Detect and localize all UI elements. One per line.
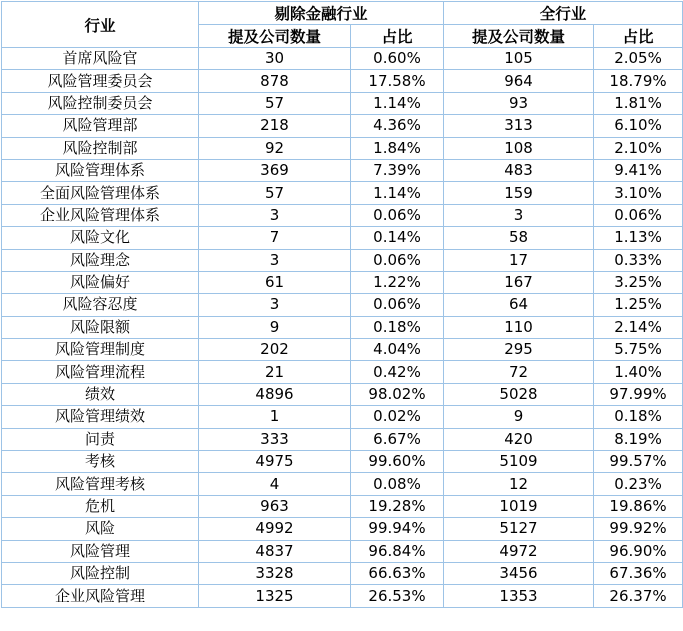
row-ex-count-cell: 1325 bbox=[199, 585, 351, 607]
table-row bbox=[2, 585, 683, 607]
row-ex-count-cell: 3 bbox=[199, 249, 351, 271]
row-all-share-cell: 0.33% bbox=[594, 249, 683, 271]
row-name-cell: 风险控制部 bbox=[2, 137, 199, 159]
row-all-share-cell: 67.36% bbox=[594, 562, 683, 584]
row-ex-share-cell: 66.63% bbox=[351, 562, 444, 584]
table-row bbox=[2, 406, 683, 428]
row-all-share-cell: 5.75% bbox=[594, 339, 683, 361]
row-ex-count-cell: 7 bbox=[199, 227, 351, 249]
table-row bbox=[2, 518, 683, 540]
row-all-count-cell: 159 bbox=[444, 182, 594, 204]
row-all-count-cell: 313 bbox=[444, 115, 594, 137]
row-all-count-cell: 17 bbox=[444, 249, 594, 271]
row-name-cell: 风险管理委员会 bbox=[2, 70, 199, 92]
row-ex-count-cell: 4837 bbox=[199, 540, 351, 562]
row-all-count-cell: 1353 bbox=[444, 585, 594, 607]
row-ex-count-cell: 4 bbox=[199, 473, 351, 495]
row-ex-count-cell: 3328 bbox=[199, 562, 351, 584]
row-all-share-cell: 99.57% bbox=[594, 451, 683, 473]
row-all-share-cell: 18.79% bbox=[594, 70, 683, 92]
row-all-share-cell: 0.23% bbox=[594, 473, 683, 495]
header-ex-count: 提及公司数量 bbox=[199, 25, 351, 48]
table-row bbox=[2, 204, 683, 226]
row-ex-share-cell: 96.84% bbox=[351, 540, 444, 562]
table-row bbox=[2, 137, 683, 159]
row-ex-count-cell: 3 bbox=[199, 294, 351, 316]
risk-management-table bbox=[1, 1, 683, 608]
row-name-cell: 企业风险管理体系 bbox=[2, 204, 199, 226]
row-all-share-cell: 2.14% bbox=[594, 316, 683, 338]
row-name-cell: 风险文化 bbox=[2, 227, 199, 249]
row-all-count-cell: 420 bbox=[444, 428, 594, 450]
header-ex-share: 占比 bbox=[351, 25, 444, 48]
row-name-cell: 危机 bbox=[2, 495, 199, 517]
row-all-share-cell: 26.37% bbox=[594, 585, 683, 607]
table-row bbox=[2, 159, 683, 181]
row-all-count-cell: 9 bbox=[444, 406, 594, 428]
row-ex-count-cell: 202 bbox=[199, 339, 351, 361]
table-row bbox=[2, 271, 683, 293]
row-ex-count-cell: 3 bbox=[199, 204, 351, 226]
row-ex-count-cell: 963 bbox=[199, 495, 351, 517]
table-row bbox=[2, 115, 683, 137]
row-name-cell: 风险管理 bbox=[2, 540, 199, 562]
row-ex-share-cell: 99.60% bbox=[351, 451, 444, 473]
row-all-count-cell: 167 bbox=[444, 271, 594, 293]
row-name-cell: 风险容忍度 bbox=[2, 294, 199, 316]
row-name-cell: 风险管理绩效 bbox=[2, 406, 199, 428]
row-name-cell: 风险控制 bbox=[2, 562, 199, 584]
row-name-cell: 风险理念 bbox=[2, 249, 199, 271]
row-name-cell: 风险管理流程 bbox=[2, 361, 199, 383]
row-all-count-cell: 1019 bbox=[444, 495, 594, 517]
row-ex-share-cell: 0.18% bbox=[351, 316, 444, 338]
row-all-count-cell: 4972 bbox=[444, 540, 594, 562]
row-name-cell: 风险管理考核 bbox=[2, 473, 199, 495]
header-group-ex-financial: 剔除金融行业 bbox=[199, 2, 444, 25]
table-row bbox=[2, 495, 683, 517]
row-ex-share-cell: 0.14% bbox=[351, 227, 444, 249]
row-name-cell: 全面风险管理体系 bbox=[2, 182, 199, 204]
table-row bbox=[2, 383, 683, 405]
row-all-share-cell: 8.19% bbox=[594, 428, 683, 450]
row-ex-share-cell: 26.53% bbox=[351, 585, 444, 607]
row-ex-count-cell: 9 bbox=[199, 316, 351, 338]
row-ex-share-cell: 98.02% bbox=[351, 383, 444, 405]
table-row bbox=[2, 227, 683, 249]
row-ex-count-cell: 61 bbox=[199, 271, 351, 293]
row-all-count-cell: 3 bbox=[444, 204, 594, 226]
row-ex-count-cell: 92 bbox=[199, 137, 351, 159]
row-name-cell: 问责 bbox=[2, 428, 199, 450]
row-ex-share-cell: 0.06% bbox=[351, 204, 444, 226]
row-ex-share-cell: 0.06% bbox=[351, 294, 444, 316]
header-industry: 行业 bbox=[2, 2, 199, 48]
row-ex-count-cell: 218 bbox=[199, 115, 351, 137]
row-all-share-cell: 1.40% bbox=[594, 361, 683, 383]
row-ex-share-cell: 0.08% bbox=[351, 473, 444, 495]
row-all-count-cell: 483 bbox=[444, 159, 594, 181]
row-all-share-cell: 2.05% bbox=[594, 48, 683, 70]
row-name-cell: 风险管理体系 bbox=[2, 159, 199, 181]
header-group-all: 全行业 bbox=[444, 2, 683, 25]
row-ex-share-cell: 1.14% bbox=[351, 92, 444, 114]
table-row bbox=[2, 249, 683, 271]
row-name-cell: 考核 bbox=[2, 451, 199, 473]
row-all-count-cell: 5109 bbox=[444, 451, 594, 473]
row-ex-count-cell: 369 bbox=[199, 159, 351, 181]
row-ex-share-cell: 7.39% bbox=[351, 159, 444, 181]
table-row bbox=[2, 428, 683, 450]
row-ex-count-cell: 57 bbox=[199, 182, 351, 204]
row-name-cell: 企业风险管理 bbox=[2, 585, 199, 607]
row-ex-count-cell: 4896 bbox=[199, 383, 351, 405]
row-ex-count-cell: 30 bbox=[199, 48, 351, 70]
row-all-share-cell: 99.92% bbox=[594, 518, 683, 540]
table-row bbox=[2, 92, 683, 114]
table-row bbox=[2, 294, 683, 316]
row-ex-share-cell: 0.60% bbox=[351, 48, 444, 70]
table-row bbox=[2, 339, 683, 361]
table-row bbox=[2, 361, 683, 383]
row-all-share-cell: 96.90% bbox=[594, 540, 683, 562]
table-header bbox=[2, 2, 683, 48]
row-ex-count-cell: 878 bbox=[199, 70, 351, 92]
row-all-count-cell: 3456 bbox=[444, 562, 594, 584]
row-all-share-cell: 0.18% bbox=[594, 406, 683, 428]
row-all-count-cell: 295 bbox=[444, 339, 594, 361]
row-all-count-cell: 72 bbox=[444, 361, 594, 383]
row-ex-count-cell: 333 bbox=[199, 428, 351, 450]
row-all-count-cell: 5127 bbox=[444, 518, 594, 540]
table-body bbox=[2, 48, 683, 608]
row-ex-share-cell: 1.84% bbox=[351, 137, 444, 159]
row-name-cell: 风险 bbox=[2, 518, 199, 540]
row-ex-share-cell: 6.67% bbox=[351, 428, 444, 450]
row-all-count-cell: 105 bbox=[444, 48, 594, 70]
row-ex-share-cell: 17.58% bbox=[351, 70, 444, 92]
table-row bbox=[2, 182, 683, 204]
row-ex-count-cell: 21 bbox=[199, 361, 351, 383]
row-ex-share-cell: 0.42% bbox=[351, 361, 444, 383]
row-all-count-cell: 64 bbox=[444, 294, 594, 316]
row-all-share-cell: 1.81% bbox=[594, 92, 683, 114]
row-name-cell: 首席风险官 bbox=[2, 48, 199, 70]
table-row bbox=[2, 540, 683, 562]
row-all-share-cell: 97.99% bbox=[594, 383, 683, 405]
row-name-cell: 绩效 bbox=[2, 383, 199, 405]
row-ex-share-cell: 99.94% bbox=[351, 518, 444, 540]
row-all-share-cell: 0.06% bbox=[594, 204, 683, 226]
row-all-count-cell: 12 bbox=[444, 473, 594, 495]
row-all-share-cell: 3.10% bbox=[594, 182, 683, 204]
row-ex-count-cell: 4975 bbox=[199, 451, 351, 473]
table-row bbox=[2, 48, 683, 70]
header-all-share: 占比 bbox=[594, 25, 683, 48]
row-all-share-cell: 3.25% bbox=[594, 271, 683, 293]
row-ex-count-cell: 1 bbox=[199, 406, 351, 428]
table-row bbox=[2, 70, 683, 92]
row-all-count-cell: 5028 bbox=[444, 383, 594, 405]
header-all-count: 提及公司数量 bbox=[444, 25, 594, 48]
table-row bbox=[2, 451, 683, 473]
row-all-count-cell: 964 bbox=[444, 70, 594, 92]
row-name-cell: 风险偏好 bbox=[2, 271, 199, 293]
table-row bbox=[2, 473, 683, 495]
row-ex-share-cell: 0.02% bbox=[351, 406, 444, 428]
row-all-share-cell: 9.41% bbox=[594, 159, 683, 181]
row-ex-share-cell: 0.06% bbox=[351, 249, 444, 271]
row-ex-share-cell: 19.28% bbox=[351, 495, 444, 517]
row-ex-share-cell: 4.36% bbox=[351, 115, 444, 137]
table-row bbox=[2, 316, 683, 338]
row-name-cell: 风险控制委员会 bbox=[2, 92, 199, 114]
row-all-count-cell: 110 bbox=[444, 316, 594, 338]
row-ex-share-cell: 1.14% bbox=[351, 182, 444, 204]
row-ex-count-cell: 4992 bbox=[199, 518, 351, 540]
table-row bbox=[2, 562, 683, 584]
row-all-count-cell: 58 bbox=[444, 227, 594, 249]
row-all-count-cell: 108 bbox=[444, 137, 594, 159]
row-all-share-cell: 1.25% bbox=[594, 294, 683, 316]
row-ex-count-cell: 57 bbox=[199, 92, 351, 114]
row-ex-share-cell: 4.04% bbox=[351, 339, 444, 361]
row-ex-share-cell: 1.22% bbox=[351, 271, 444, 293]
row-all-count-cell: 93 bbox=[444, 92, 594, 114]
row-name-cell: 风险限额 bbox=[2, 316, 199, 338]
row-name-cell: 风险管理部 bbox=[2, 115, 199, 137]
row-all-share-cell: 6.10% bbox=[594, 115, 683, 137]
row-all-share-cell: 1.13% bbox=[594, 227, 683, 249]
row-all-share-cell: 2.10% bbox=[594, 137, 683, 159]
row-name-cell: 风险管理制度 bbox=[2, 339, 199, 361]
row-all-share-cell: 19.86% bbox=[594, 495, 683, 517]
